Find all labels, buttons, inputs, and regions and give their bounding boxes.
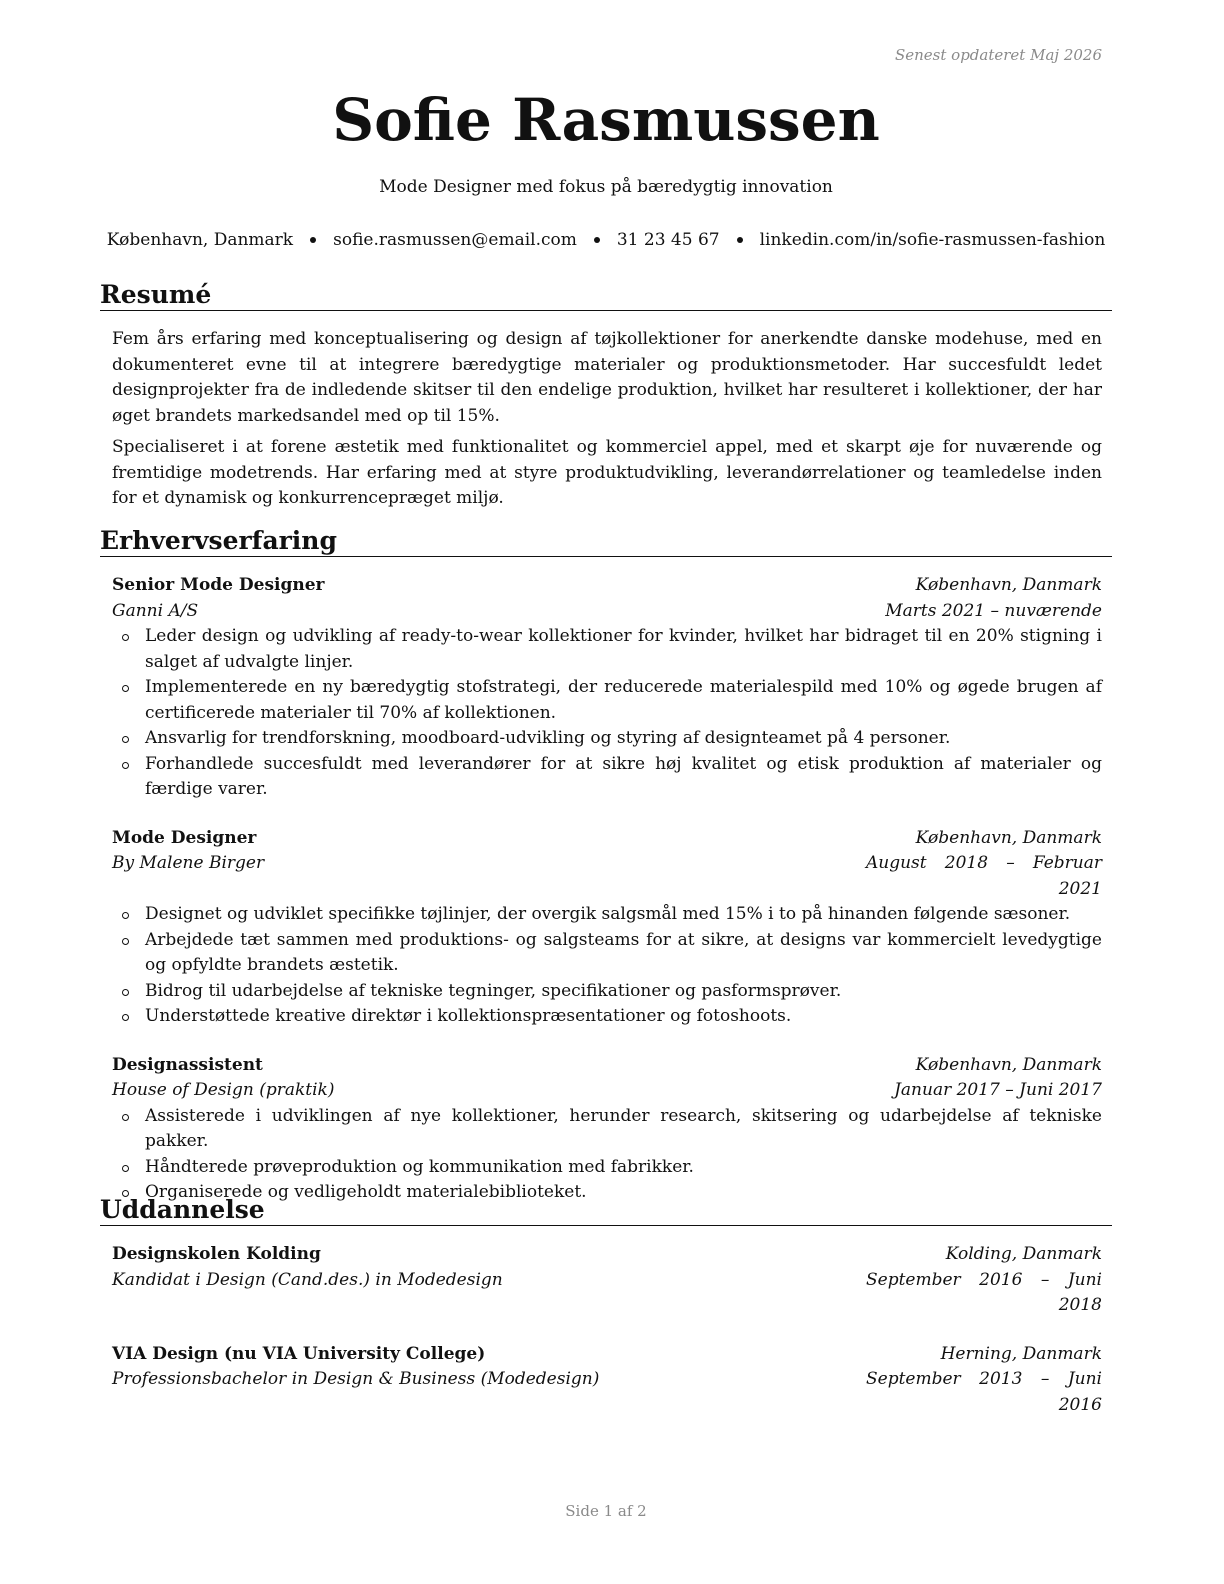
school-location: Kolding, Danmark [945,1244,1102,1264]
job-entry [112,573,1102,803]
job-location: København, Danmark [915,1054,1102,1075]
list-item: Implementerede en ny bæredygtig stofstrategi, der reducerede materialespild med 10% og øgede brugen af certificerede materialer til 70% af kollektionen. [145,675,1102,726]
list-item: Arbejdede tæt sammen med produktions- og salgsteams for at sikre, at designs var kommercielt levedygtige og opfyldte brandets æstetik. [145,928,1102,979]
job-bullets [112,1104,1102,1206]
page-number: Side 1 af 2 [565,1502,647,1520]
section-title-experience: Erhvervserfaring [100,526,1112,557]
summary-section [100,280,1112,512]
section-title-education: Uddannelse [100,1195,1112,1226]
separator-dot [594,237,600,243]
degree: Professionsbachelor in Design & Business (Modedesign) [112,1369,600,1389]
list-item: Understøttede kreative direktør i kollektionspræsentationer og fotoshoots. [145,1004,1102,1030]
job-location: København, Danmark [915,827,1102,848]
job-company: Ganni A/S [112,600,199,621]
contact-phone: 31 23 45 67 [616,230,720,250]
education-entry [112,1242,1102,1319]
job-entry [112,1053,1102,1206]
job-bullets [112,624,1102,803]
job-dates: Marts 2021 – nuværende [885,600,1102,621]
contact-line [100,228,1112,252]
list-item: Organiserede og vedligeholdt materialebiblioteket. [145,1180,1102,1206]
list-item: Assisterede i udviklingen af nye kollektioner, herunder research, skitsering og udarbejdelse af tekniske pakker. [145,1104,1102,1155]
job-bullets [112,902,1102,1030]
degree: Kandidat i Design (Cand.des.) in Modedesign [112,1269,503,1290]
education-dates: September 2013 – Juni 2016 [866,1369,1102,1415]
school-name: VIA Design (nu VIA University College) [112,1343,486,1364]
contact-location: København, Danmark [106,230,294,250]
school-location: Herning, Danmark [940,1343,1102,1364]
job-dates: Januar 2017 – Juni 2017 [894,1080,1102,1100]
section-title-summary: Resumé [100,280,1112,311]
contact-linkedin[interactable]: linkedin.com/in/sofie-rasmussen-fashion [759,230,1106,250]
education-section [100,1195,1112,1418]
summary-paragraph: Specialiseret i at forene æstetik med funktionalitet og kommerciel appel, med et skarpt øje for nuværende og fremtidige modetrends. Har erfaring med at styre produktudvikling, leverandørrelationer og teamledelse inden for et dynamisk og konkurrencepræget miljø. [112,437,1102,508]
list-item: Designet og udviklet specifikke tøjlinjer, der overgik salgsmål med 15% i to på hinanden følgende sæsoner. [145,902,1102,928]
separator-dot [737,237,743,243]
candidate-name: Sofie Rasmussen [332,86,880,154]
resume-page [100,0,1112,1584]
job-company: By Malene Birger [112,853,265,873]
education-entry [112,1342,1102,1419]
last-updated: Senest opdateret Maj 2026 [894,46,1102,64]
school-name: Designskolen Kolding [112,1244,321,1264]
job-entry [112,826,1102,1030]
list-item: Håndterede prøveproduktion og kommunikation med fabrikker. [145,1155,1102,1181]
job-dates: August 2018 – Februar 2021 [866,853,1102,899]
list-item: Leder design og udvikling af ready-to-wear kollektioner for kvinder, hvilket har bidraget til en 20% stigning i salget af udvalgte linjer. [145,624,1102,675]
separator-dot [310,237,316,243]
list-item: Forhandlede succesfuldt med leverandører for at sikre høj kvalitet og etisk produktion af materialer og færdige varer. [145,752,1102,803]
job-title: Mode Designer [112,827,257,848]
experience-section [100,526,1112,1206]
summary-paragraph: Fem års erfaring med konceptualisering og design af tøjkollektioner for anerkendte danske modehuse, med en dokumenteret evne til at integrere bæredygtige materialer og produktionsmetoder. Har succesfuldt ledet designprojekter fra de indledende skitser til den endelige produktion, hvilket har resulteret i kollektioner, der har øget brandets markedsandel med op til 15%. [112,329,1102,426]
job-title: Designassistent [112,1054,263,1075]
list-item: Bidrog til udarbejdelse af tekniske tegninger, specifikationer og pasformsprøver. [145,979,1102,1005]
job-location: København, Danmark [915,575,1102,595]
tagline: Mode Designer med fokus på bæredygtig innovation [379,177,833,197]
list-item: Ansvarlig for trendforskning, moodboard-udvikling og styring af designteamet på 4 personer. [145,726,1102,752]
contact-email[interactable]: sofie.rasmussen@email.com [333,230,577,250]
job-company: House of Design (praktik) [112,1080,335,1100]
education-dates: September 2016 – Juni 2018 [866,1269,1102,1315]
job-title: Senior Mode Designer [112,575,325,595]
